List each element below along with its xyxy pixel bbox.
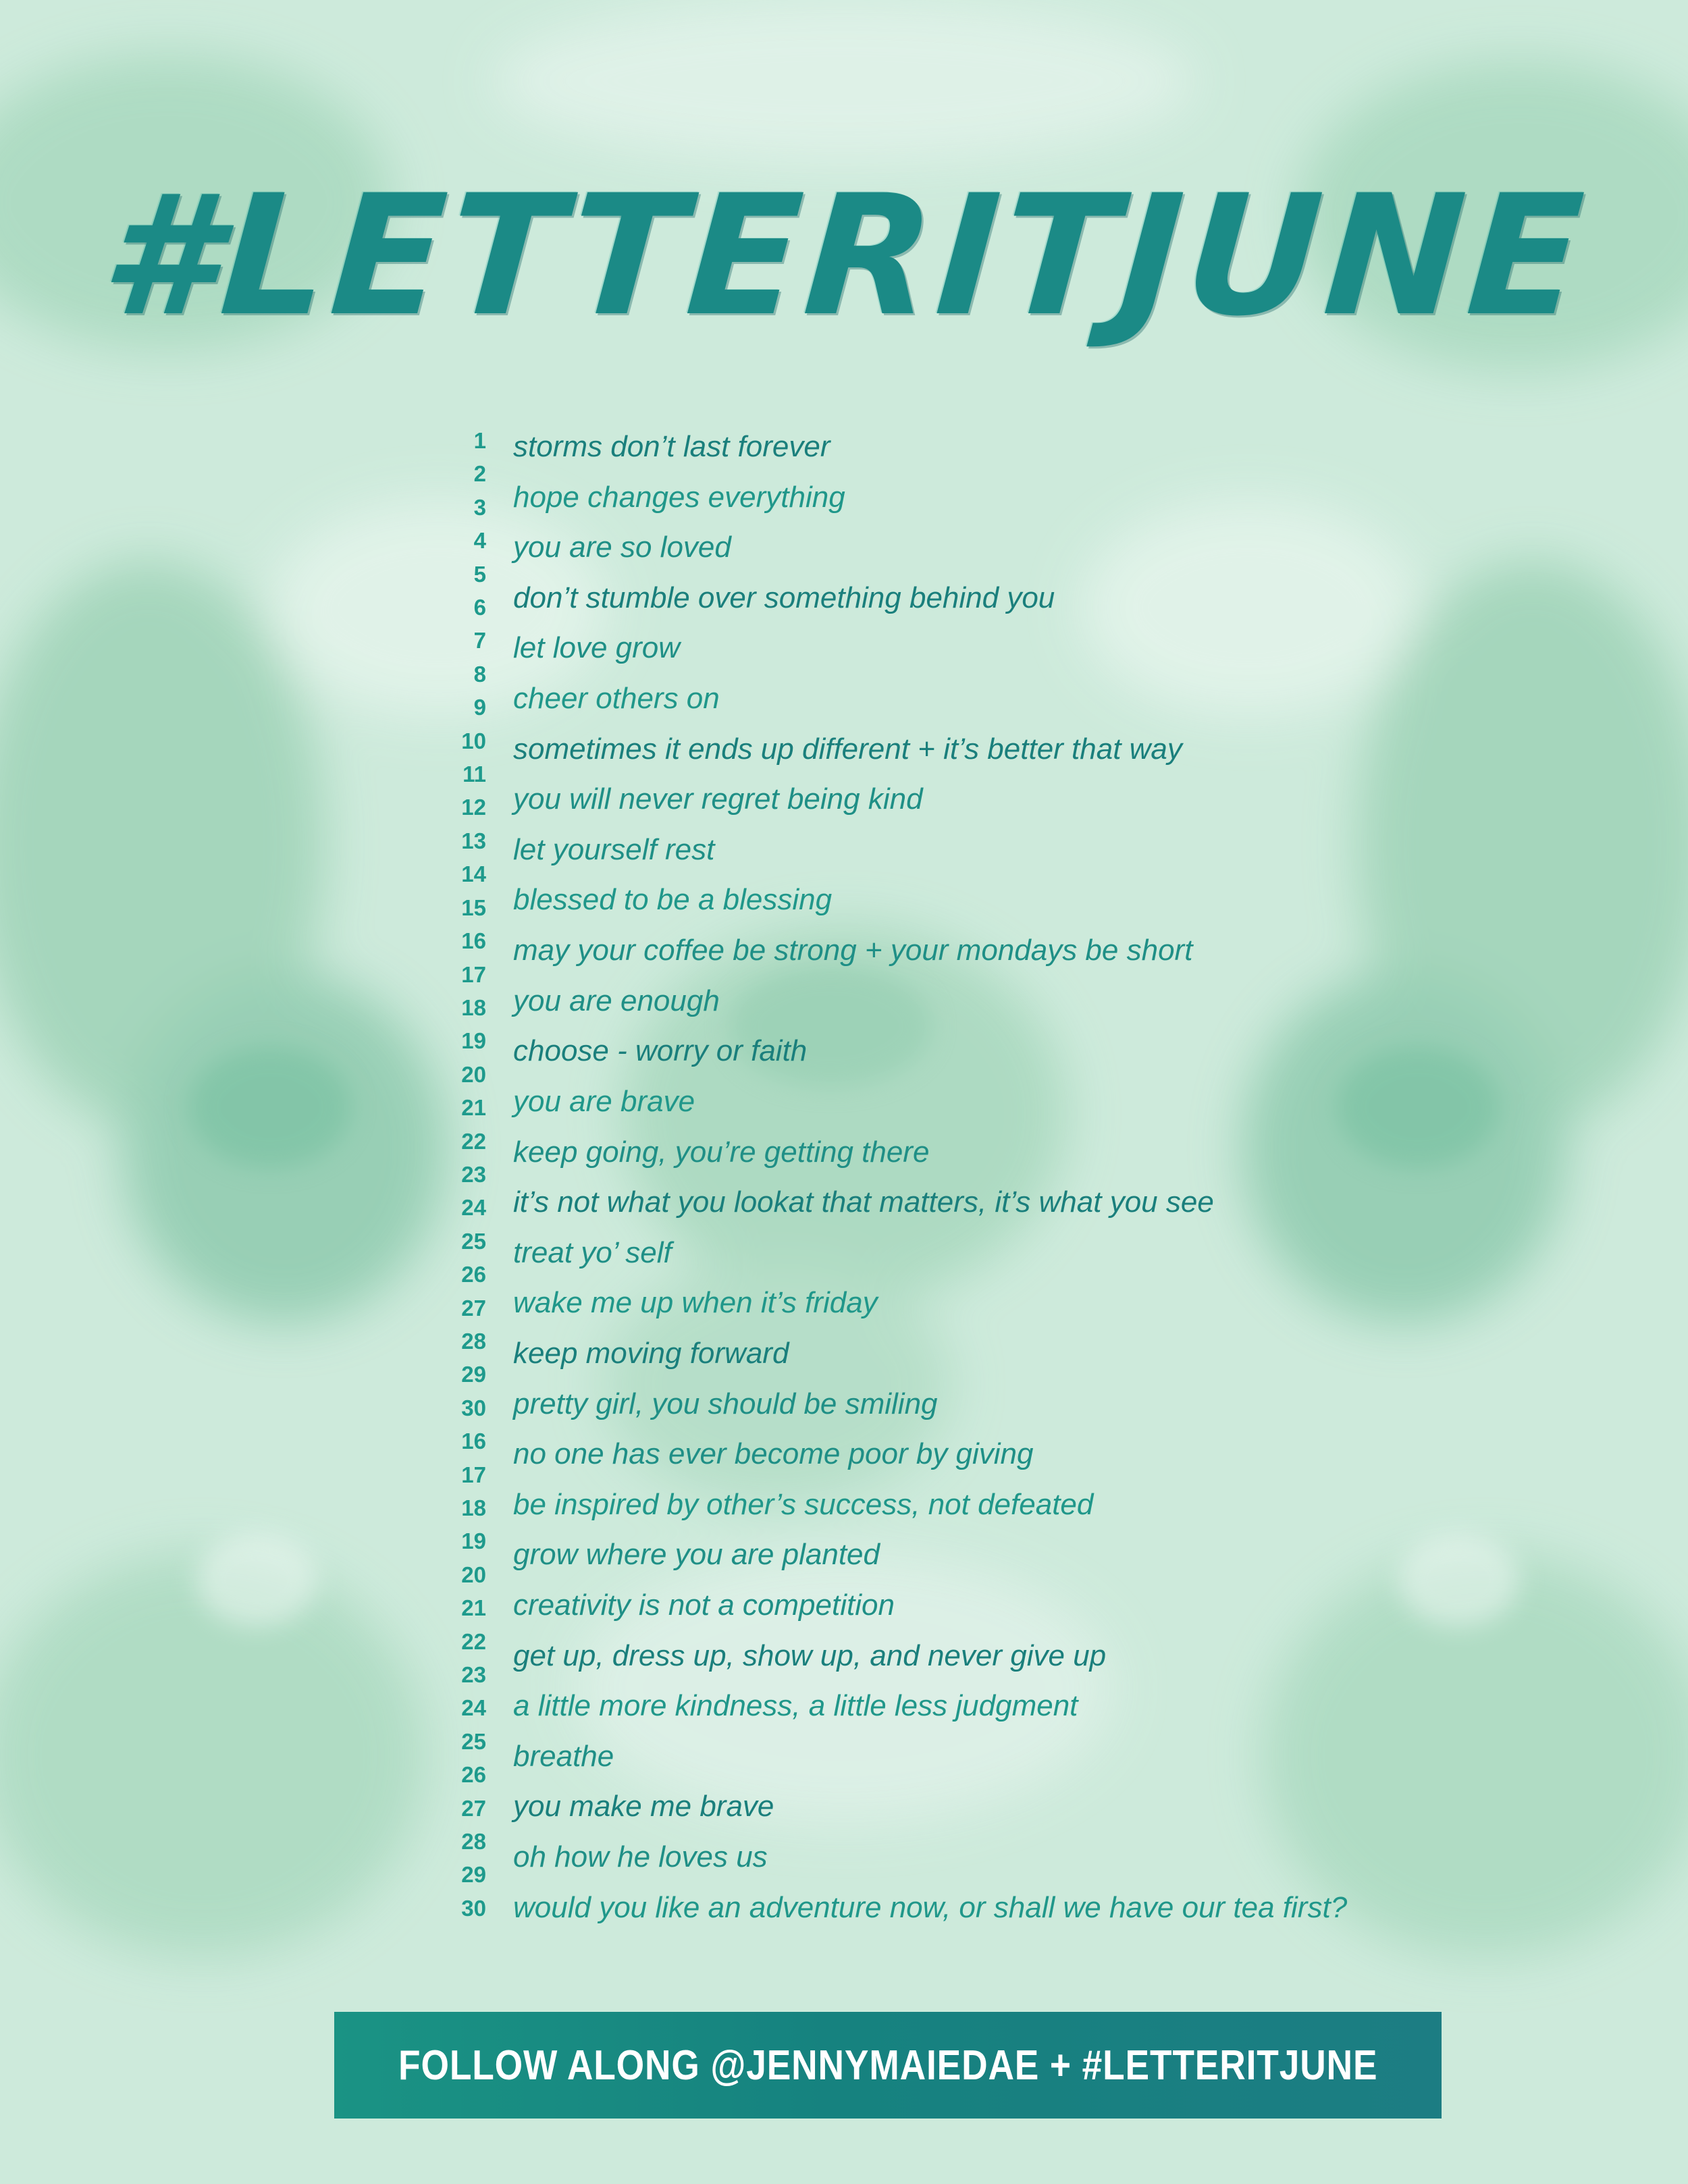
day-number: 24	[461, 1195, 486, 1221]
prompt-item: treat yo’ self	[513, 1235, 672, 1269]
day-number: 10	[461, 728, 486, 753]
day-number: 25	[461, 1228, 486, 1254]
prompt-item: it’s not what you lookat that matters, it’s what you see	[513, 1186, 1214, 1219]
day-number: 18	[461, 994, 486, 1020]
prompt-item: keep going, you’re getting there	[513, 1135, 930, 1169]
day-number: 6	[473, 595, 486, 620]
day-number: 21	[461, 1095, 486, 1121]
prompt-item: blessed to be a blessing	[513, 883, 833, 917]
day-number: 22	[461, 1628, 486, 1654]
day-number: 23	[461, 1161, 486, 1187]
day-number: 22	[461, 1128, 486, 1154]
day-number-column	[419, 429, 486, 1921]
prompt-item: storms don’t last forever	[513, 430, 830, 463]
prompt-item: no one has ever become poor by giving	[513, 1437, 1034, 1471]
prompt-item: pretty girl, you should be smiling	[513, 1387, 938, 1420]
day-number: 30	[461, 1895, 486, 1921]
day-number: 12	[461, 795, 486, 820]
day-number: 26	[461, 1762, 486, 1788]
day-number: 2	[473, 461, 486, 487]
prompt-item: let yourself rest	[513, 832, 715, 866]
prompt-item: you are so loved	[513, 531, 731, 564]
prompt-item: get up, dress up, show up, and never give up	[513, 1639, 1107, 1672]
day-number: 17	[461, 1462, 486, 1487]
day-number: 20	[461, 1562, 486, 1587]
day-number: 26	[461, 1262, 486, 1287]
prompt-item: you are enough	[513, 984, 720, 1017]
prompt-item: may your coffee be strong + your mondays be short	[513, 934, 1193, 967]
day-number: 29	[461, 1862, 486, 1888]
day-number: 16	[461, 928, 486, 954]
day-number: 13	[461, 828, 486, 853]
day-number: 5	[473, 561, 486, 587]
prompt-item: grow where you are planted	[513, 1538, 880, 1572]
prompt-item: breathe	[513, 1739, 614, 1773]
prompt-item: let love grow	[513, 631, 681, 665]
day-number: 30	[461, 1395, 486, 1420]
day-number: 7	[473, 628, 486, 654]
day-number: 23	[461, 1662, 486, 1688]
prompt-item: oh how he loves us	[513, 1840, 768, 1874]
prompt-item: you will never regret being kind	[513, 782, 923, 816]
day-number: 15	[461, 895, 486, 920]
day-number: 19	[461, 1028, 486, 1054]
day-number: 14	[461, 861, 486, 887]
footer-banner	[334, 2012, 1442, 2119]
day-number: 9	[473, 695, 486, 720]
day-number: 19	[461, 1528, 486, 1554]
prompt-item: a little more kindness, a little less judgment	[513, 1689, 1078, 1723]
day-number: 24	[461, 1695, 486, 1721]
prompt-item: don’t stumble over something behind you	[513, 581, 1055, 614]
day-number: 1	[473, 428, 486, 453]
day-number: 28	[461, 1328, 486, 1354]
day-number: 29	[461, 1362, 486, 1387]
prompt-item: sometimes it ends up different + it’s better that way	[513, 732, 1182, 766]
prompt-item: would you like an adventure now, or shall we have our tea first?	[513, 1890, 1348, 1924]
day-number: 11	[463, 762, 486, 787]
prompt-item: you make me brave	[513, 1790, 774, 1823]
day-number: 21	[461, 1595, 486, 1621]
day-number: 8	[473, 661, 486, 687]
day-number: 16	[461, 1429, 486, 1454]
day-number: 4	[473, 528, 486, 554]
day-number: 28	[461, 1829, 486, 1855]
day-number: 20	[461, 1061, 486, 1087]
prompt-item: creativity is not a competition	[513, 1589, 895, 1622]
prompt-list	[513, 428, 1526, 1927]
prompt-item: cheer others on	[513, 682, 720, 716]
prompt-item: choose - worry or faith	[513, 1034, 808, 1068]
prompt-item: keep moving forward	[513, 1336, 789, 1370]
prompt-item: be inspired by other’s success, not defeated	[513, 1487, 1094, 1521]
day-number: 25	[461, 1728, 486, 1754]
day-number: 17	[461, 961, 486, 987]
page-title: #LETTERITJUNE	[95, 160, 1593, 353]
prompt-item: wake me up when it’s friday	[513, 1286, 878, 1320]
footer-text: FOLLOW ALONG @JENNYMAIEDAE + #LETTERITJUNE	[398, 2042, 1378, 2089]
prompt-item: hope changes everything	[513, 480, 845, 514]
day-number: 27	[461, 1795, 486, 1821]
day-number: 27	[461, 1295, 486, 1321]
day-number: 18	[461, 1495, 486, 1520]
day-number: 3	[473, 494, 486, 520]
prompt-item: you are brave	[513, 1084, 695, 1118]
